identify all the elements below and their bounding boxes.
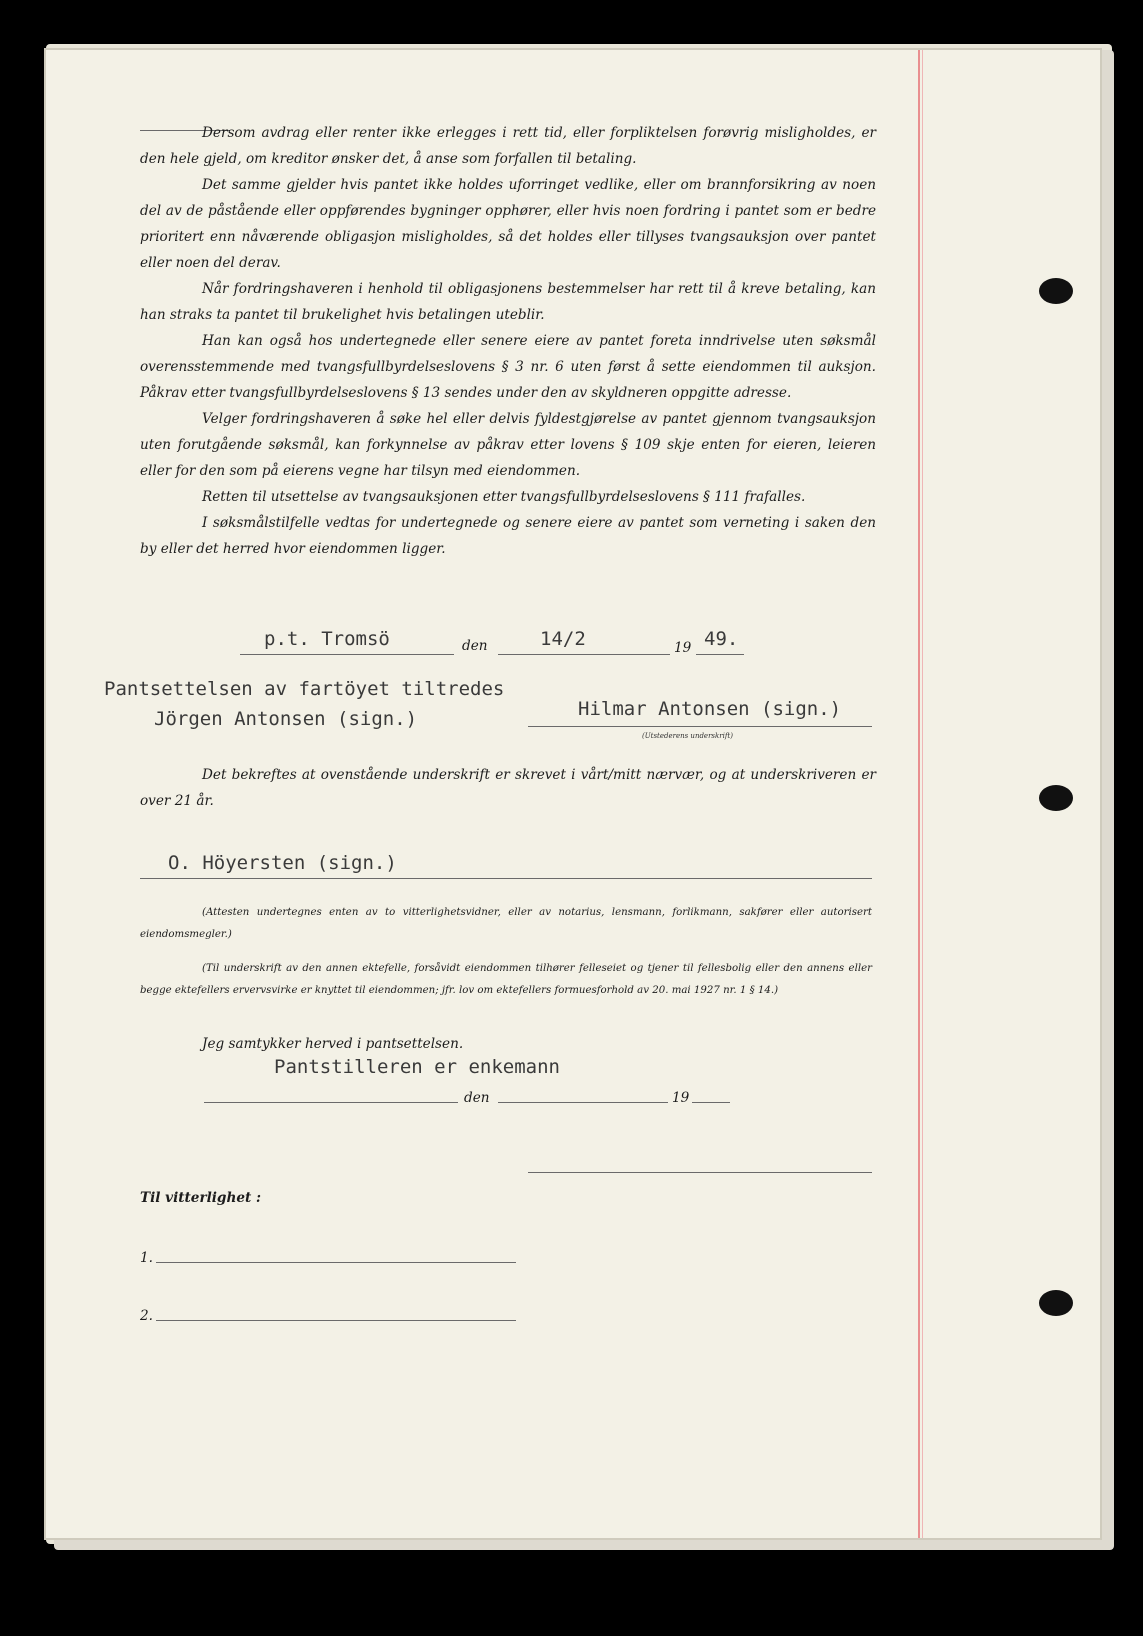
attestation bbox=[140, 762, 876, 814]
punch-hole-icon bbox=[1039, 278, 1073, 304]
consent: Jeg samtykker herved i pantsettelsen. bbox=[202, 1036, 464, 1052]
note-attestation bbox=[140, 902, 872, 946]
consent-place-line bbox=[204, 1102, 458, 1103]
margin-line-secondary bbox=[922, 50, 923, 1538]
terms-body bbox=[140, 120, 876, 562]
signer-right: Hilmar Antonsen (sign.) bbox=[578, 698, 842, 720]
paragraph: Når fordringshaveren i henhold til obligasjonens bestemmelser har rett til å kreve betaling, kan han straks ta pantet til brukelighet hvis betalingen uteblir. bbox=[140, 281, 876, 323]
consent-year-line bbox=[692, 1102, 730, 1103]
vessel-note: Pantsettelsen av fartöyet tiltredes bbox=[104, 678, 505, 700]
consent-date-line bbox=[498, 1102, 668, 1103]
note-text: (Til underskrift av den annen ektefelle, forsåvidt eiendommen tilhører felleseiet og tjener til fellesbolig eller den annens eller begge ektefellers ervervsvirke er knyttet til eiendommen; jfr. lov om ektefellers formuesforhold av 20. mai 1927 nr. 1 § 14.) bbox=[140, 963, 872, 996]
witness-line-1 bbox=[156, 1262, 516, 1263]
witness-number-1: 1. bbox=[140, 1250, 153, 1266]
witness-signer-line bbox=[140, 878, 872, 879]
paragraph: Retten til utsettelse av tvangsauksjonen etter tvangsfullbyrdelseslovens § 111 frafalles. bbox=[202, 489, 806, 505]
witness-line-2 bbox=[156, 1320, 516, 1321]
witness-number-2: 2. bbox=[140, 1308, 153, 1324]
note-text: (Attesten undertegnes enten av to vitterlighetsvidner, eller av notarius, lensmann, forlikmann, sakfører eller autorisert eiendomsmegler.) bbox=[140, 907, 872, 940]
document-page bbox=[44, 48, 1102, 1540]
note-spouse bbox=[140, 958, 872, 1002]
paragraph: Han kan også hos undertegnede eller senere eiere av pantet foreta inndrivelse uten søksmål overensstemmende med tvangsfullbyrdelseslovens § 3 nr. 6 uten først å sette eiendommen til auksjon. Påkrav etter tvangsfullbyrdelseslovens § 13 sendes under den av skyldneren oppgitte adresse. bbox=[140, 333, 876, 401]
punch-hole-icon bbox=[1039, 785, 1073, 811]
year-prefix: 19 bbox=[674, 640, 692, 656]
witness-signer: O. Höyersten (sign.) bbox=[168, 852, 397, 874]
witness-heading: Til vitterlighet : bbox=[140, 1190, 262, 1206]
paragraph: Velger fordringshaveren å søke hel eller delvis fyldestgjørelse av pantet gjennom tvangsauksjon uten forutgående søksmål, kan forkynnelse av påkrav etter lovens § 109 skje enten for eieren, leieren eller for den som på eierens vegne har tilsyn med eiendommen. bbox=[140, 411, 876, 479]
signer-left: Jörgen Antonsen (sign.) bbox=[154, 708, 418, 730]
year: 49. bbox=[704, 628, 739, 650]
signer-caption: (Utstederens underskrift) bbox=[642, 732, 733, 740]
paragraph: Dersom avdrag eller renter ikke erlegges i rett tid, eller forpliktelsen forøvrig misligholdes, er den hele gjeld, om kreditor ønsker det, å anse som forfallen til betaling. bbox=[140, 125, 876, 167]
widower-note: Pantstilleren er enkemann bbox=[274, 1056, 560, 1078]
year-prefix: 19 bbox=[672, 1090, 690, 1106]
margin-line bbox=[918, 50, 920, 1538]
consent-signature-line bbox=[528, 1172, 872, 1173]
punch-hole-icon bbox=[1039, 1290, 1073, 1316]
date-line bbox=[498, 654, 670, 655]
signer-line bbox=[528, 726, 872, 727]
paragraph: I søksmålstilfelle vedtas for undertegnede og senere eiere av pantet som verneting i saken den by eller det herred hvor eiendommen ligger. bbox=[140, 515, 876, 557]
den-label: den bbox=[462, 638, 488, 654]
paragraph: Det samme gjelder hvis pantet ikke holdes uforringet vedlike, eller om brannforsikring av noen del av de påstående eller oppførendes bygninger opphører, eller hvis noen fordring i pantet som er bedre prioritert enn nåværende obligasjon misligholdes, så det holdes eller tillyses tvangsauksjon over pantet eller noen del derav. bbox=[140, 177, 876, 271]
place-line bbox=[240, 654, 454, 655]
attestation-text: Det bekreftes at ovenstående underskrift er skrevet i vårt/mitt nærvær, og at underskriveren er over 21 år. bbox=[140, 767, 876, 809]
date: 14/2 bbox=[540, 628, 586, 650]
year-line bbox=[696, 654, 744, 655]
place: p.t. Tromsö bbox=[264, 628, 390, 650]
den-label: den bbox=[464, 1090, 490, 1106]
